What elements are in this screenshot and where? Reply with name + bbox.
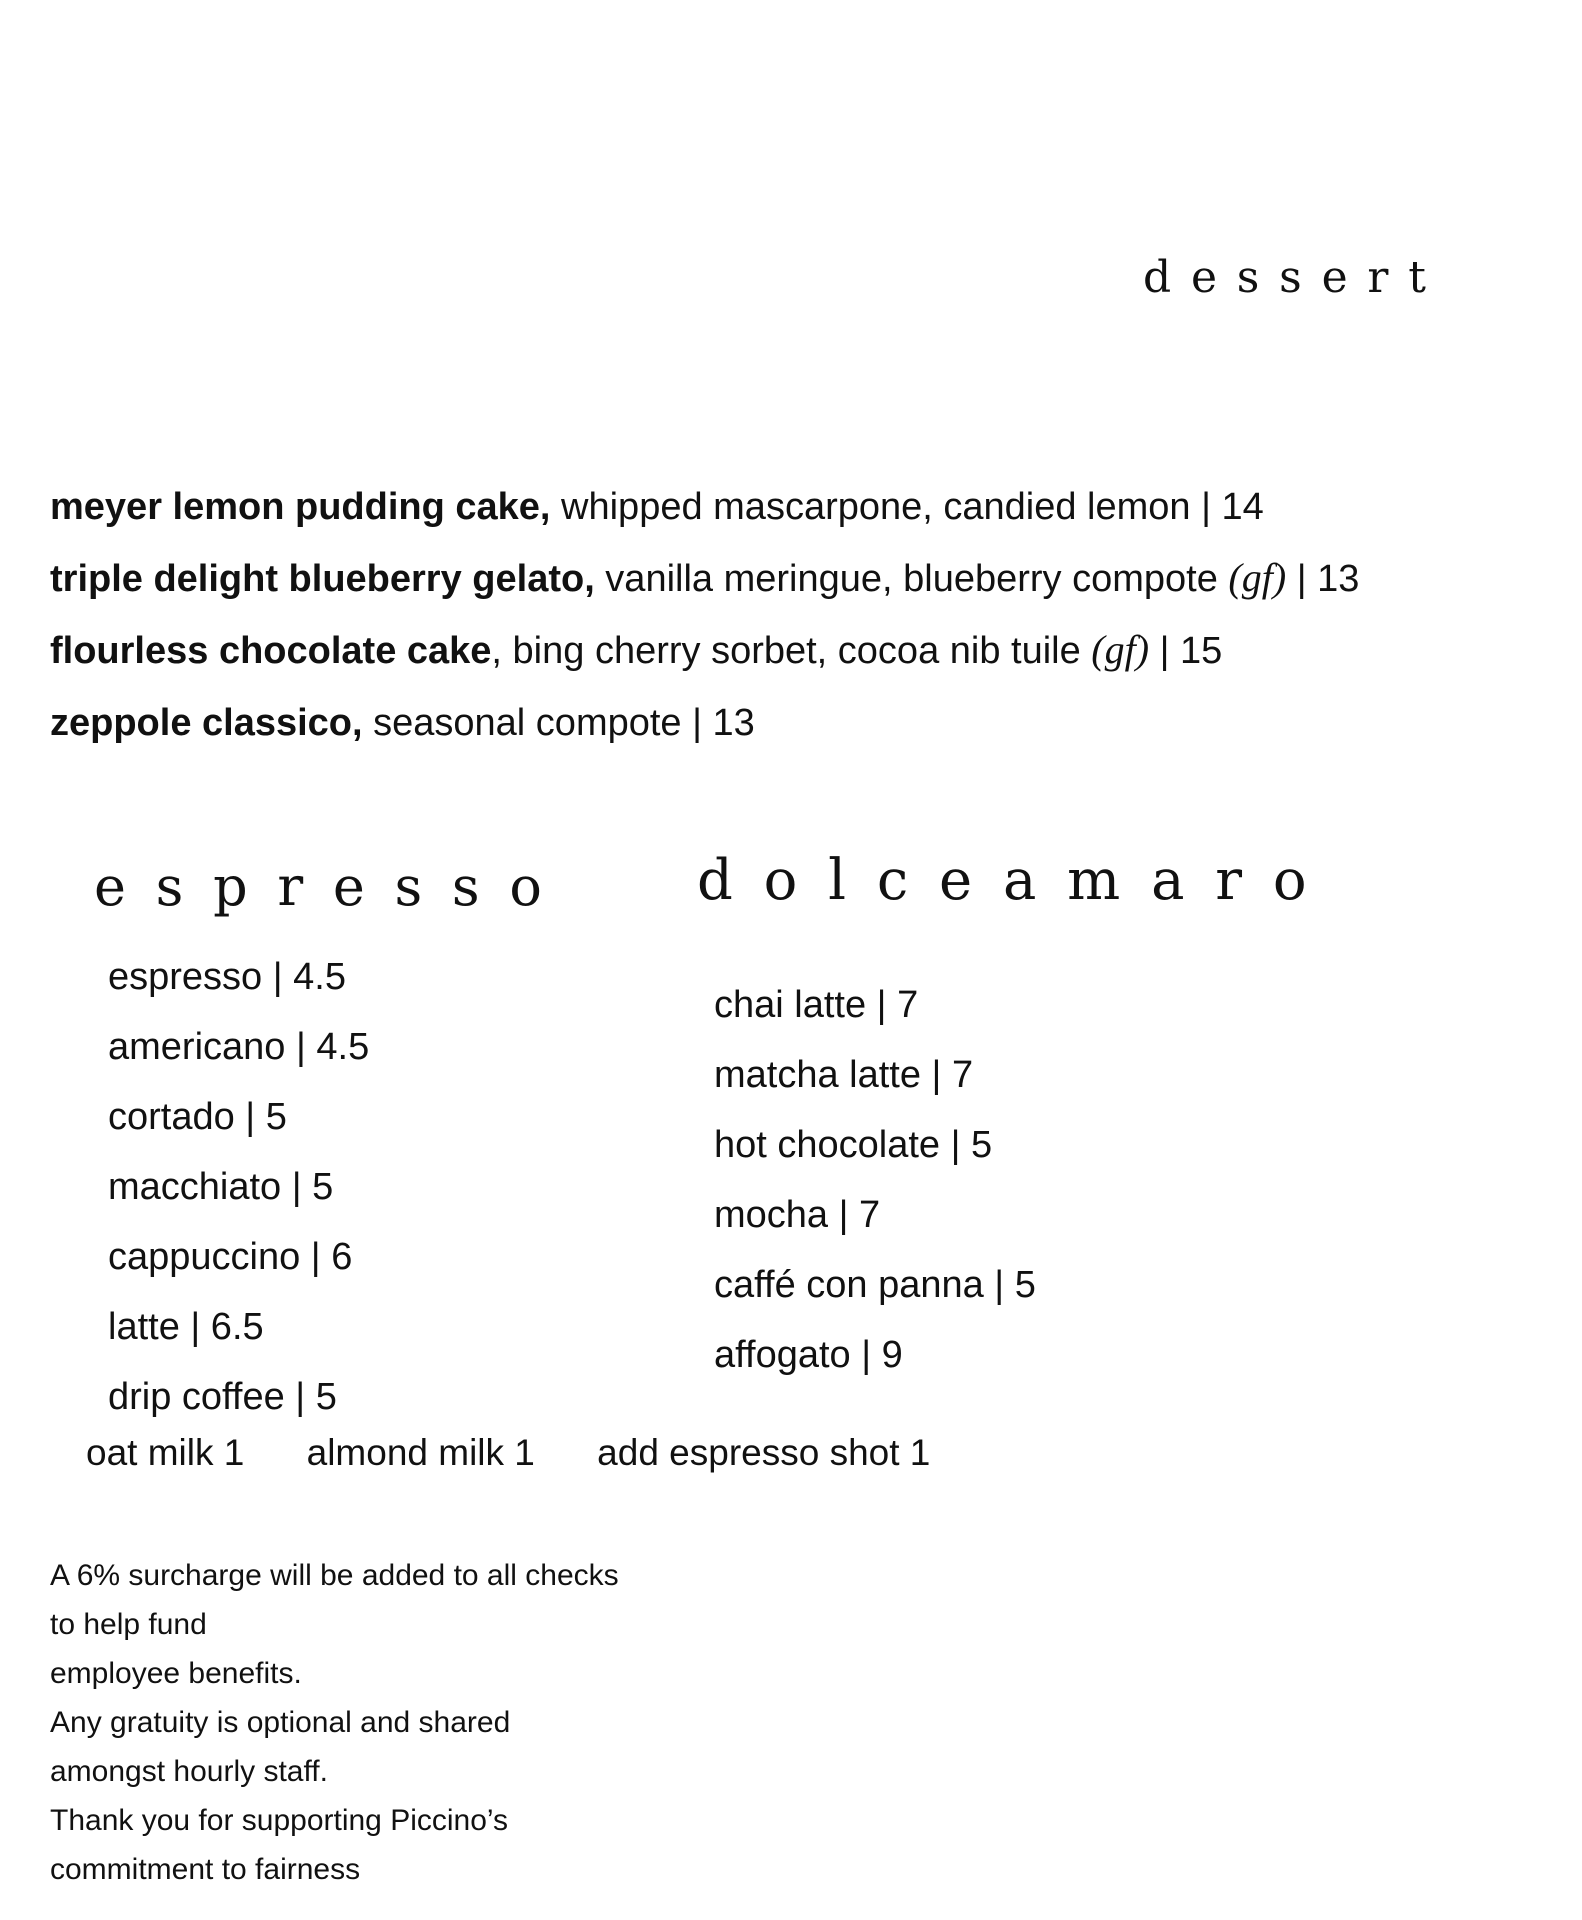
dessert-item [50, 542, 1359, 614]
addon-almond-milk: almond milk 1 [306, 1432, 535, 1473]
espresso-item: cappuccino | 6 [108, 1236, 353, 1278]
espresso-item: americano | 4.5 [108, 1026, 370, 1068]
dessert-item [50, 614, 1359, 686]
notice-line: employee benefits. [50, 1657, 302, 1690]
dessert-heading: dessert [1143, 252, 1446, 303]
dessert-item-price: | 13 [1286, 558, 1360, 600]
notice-line: Any gratuity is optional and shared [50, 1706, 511, 1739]
dessert-item-name: flourless chocolate cake [50, 630, 492, 672]
dessert-item-name: meyer lemon pudding cake, [50, 486, 551, 528]
dessert-item-note: (gf) [1228, 555, 1287, 600]
dessert-item-name: zeppole classico, [50, 702, 363, 744]
dolceamaro-item: mocha | 7 [714, 1194, 881, 1236]
dolceamaro-list [714, 970, 1036, 1390]
dessert-item-note: (gf) [1091, 627, 1150, 672]
dessert-item-name: triple delight blueberry gelato, [50, 558, 595, 600]
notice-line: commitment to fairness [50, 1853, 361, 1886]
dessert-item-description: whipped mascarpone, candied lemon [550, 486, 1202, 528]
addon-oat-milk: oat milk 1 [86, 1432, 245, 1473]
dessert-list [50, 470, 1359, 758]
addon-espresso-shot: add espresso shot 1 [597, 1432, 931, 1473]
espresso-item: cortado | 5 [108, 1096, 287, 1138]
dessert-item-price: | 15 [1149, 630, 1223, 672]
dolceamaro-item: matcha latte | 7 [714, 1054, 974, 1096]
espresso-list [108, 942, 369, 1432]
dessert-item [50, 470, 1359, 542]
notice-line: Thank you for supporting Piccino’s [50, 1804, 509, 1837]
dolceamaro-item: chai latte | 7 [714, 984, 919, 1026]
dessert-item-description: seasonal compote [362, 702, 693, 744]
notice-line: to help fund [50, 1608, 207, 1641]
dolceamaro-item: caffé con panna | 5 [714, 1264, 1036, 1306]
espresso-item: espresso | 4.5 [108, 956, 347, 998]
notice-line: amongst hourly staff. [50, 1755, 328, 1788]
addons-row [86, 1432, 982, 1474]
espresso-item: latte | 6.5 [108, 1306, 264, 1348]
dessert-item-price: | 14 [1201, 486, 1264, 528]
dessert-item-description: , bing cherry sorbet, cocoa nib tuile [491, 630, 1092, 672]
espresso-heading: espresso [94, 855, 572, 918]
dolceamaro-item: hot chocolate | 5 [714, 1124, 993, 1166]
espresso-item: drip coffee | 5 [108, 1376, 337, 1418]
dolceamaro-item: affogato | 9 [714, 1334, 903, 1376]
espresso-item: macchiato | 5 [108, 1166, 334, 1208]
dessert-item-price: | 13 [692, 702, 755, 744]
dessert-item-description: vanilla meringue, blueberry compote [594, 558, 1229, 600]
dessert-item [50, 686, 1359, 758]
surcharge-notice [50, 1551, 619, 1894]
dolceamaro-heading: dolceamaro [697, 848, 1338, 913]
notice-line: A 6% surcharge will be added to all checks [50, 1559, 619, 1592]
